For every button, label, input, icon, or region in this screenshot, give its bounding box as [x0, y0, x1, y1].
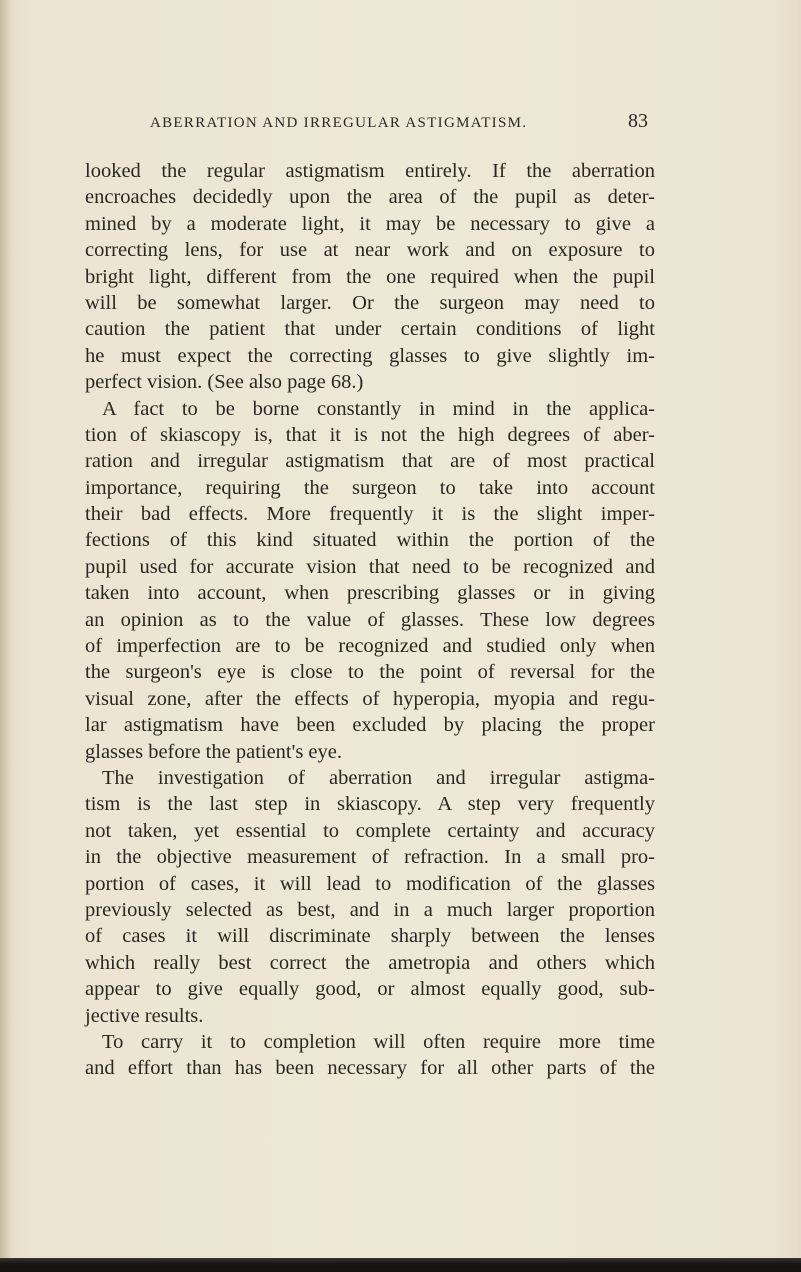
text-line: lar astigmatism have been excluded by placing the proper: [85, 714, 655, 737]
text-line: tism is the last step in skiascopy. A step very frequently: [85, 793, 655, 816]
text-line: tion of skiascopy is, that it is not the high degrees of aber-: [85, 423, 655, 446]
text-line: importance, requiring the surgeon to take into account: [85, 476, 655, 499]
text-line: looked the regular astigmatism entirely. If the aberration: [85, 160, 655, 182]
text-line: To carry it to completion will often require more time: [102, 1030, 655, 1053]
text-line: and effort than has been necessary for all other parts of the: [85, 1057, 655, 1080]
text-line: which really best correct the ametropia and others which: [85, 951, 655, 974]
text-line: portion of cases, it will lead to modification of the glasses: [85, 872, 655, 895]
text-line: an opinion as to the value of glasses. These low degrees: [85, 608, 655, 631]
text-line: glasses before the patient's eye.: [85, 740, 343, 763]
text-line: their bad effects. More frequently it is the slight imper-: [85, 503, 655, 526]
text-line: correcting lens, for use at near work and on exposure to: [85, 239, 655, 262]
text-line: fections of this kind situated within the portion of the: [85, 529, 655, 552]
running-head: ABERRATION AND IRREGULAR ASTIGMATISM.: [150, 115, 528, 131]
page-number: 83: [628, 110, 648, 132]
text-line: not taken, yet essential to complete certainty and accuracy: [85, 819, 655, 842]
body-text: [85, 158, 655, 1082]
text-line: A fact to be borne constantly in mind in the applica-: [102, 397, 655, 420]
text-line: encroaches decidedly upon the area of the pupil as deter-: [85, 186, 655, 209]
text-line: pupil used for accurate vision that need to be recognized and: [85, 555, 655, 578]
page-bottom-edge: [0, 1258, 801, 1272]
text-line: visual zone, after the effects of hyperopia, myopia and regu-: [85, 687, 655, 710]
text-line: appear to give equally good, or almost equally good, sub-: [85, 978, 655, 1001]
text-line: The investigation of aberration and irregular astigma-: [102, 766, 655, 789]
text-line: ration and irregular astigmatism that are of most practical: [85, 450, 655, 473]
text-line: perfect vision. (See also page 68.): [85, 371, 364, 394]
text-line: of imperfection are to be recognized and studied only when: [85, 635, 655, 658]
text-line: taken into account, when prescribing glasses or in giving: [85, 582, 655, 605]
text-line: mined by a moderate light, it may be necessary to give a: [85, 212, 655, 235]
text-line: will be somewhat larger. Or the surgeon may need to: [85, 291, 655, 314]
text-line: of cases it will discriminate sharply between the lenses: [85, 925, 655, 948]
text-line: previously selected as best, and in a much larger proportion: [85, 898, 655, 921]
spine-shadow: [0, 0, 12, 1272]
text-line: caution the patient that under certain conditions of light: [85, 318, 655, 341]
text-line: the surgeon's eye is close to the point of reversal for the: [85, 661, 655, 684]
text-line: jective results.: [85, 1004, 204, 1027]
text-line: he must expect the correcting glasses to give slightly im-: [85, 344, 655, 367]
text-line: in the objective measurement of refraction. In a small pro-: [85, 846, 655, 869]
text-line: bright light, different from the one required when the pupil: [85, 265, 655, 288]
